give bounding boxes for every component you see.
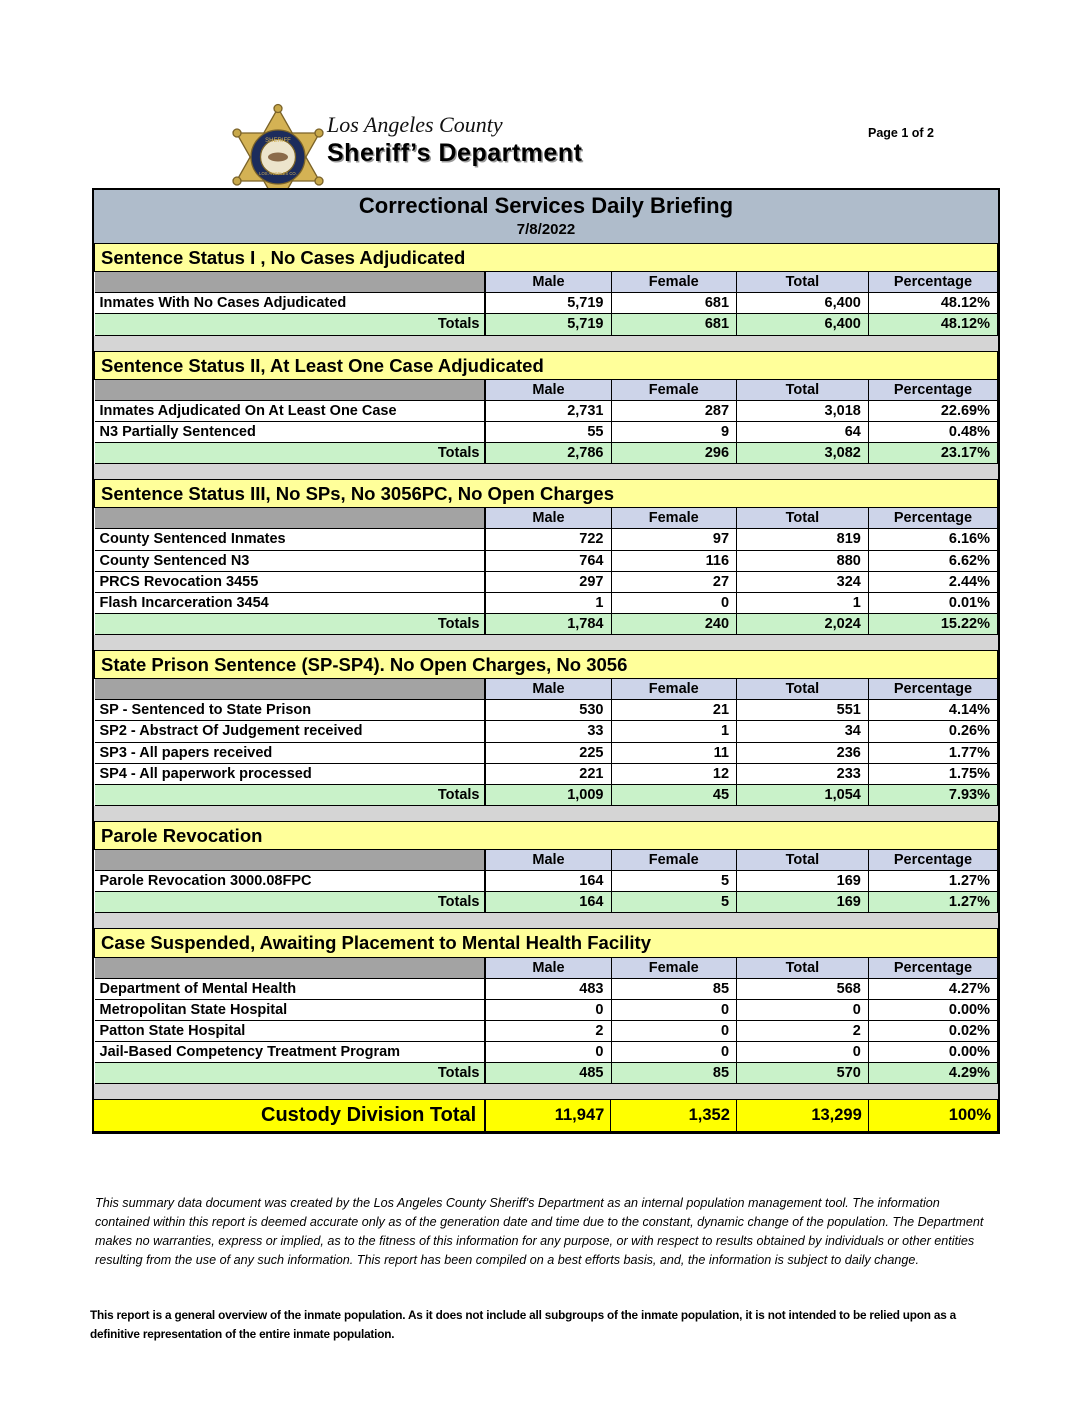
section-title: Sentence Status I , No Cases Adjudicated [95,244,998,272]
cell-female: 97 [611,529,737,550]
report-title: Correctional Services Daily Briefing [358,193,734,218]
table-row [95,978,998,999]
cell-male: 1 [485,592,611,613]
table-row [95,1042,998,1063]
cell-percentage: 0.26% [868,721,997,742]
totals-female: 85 [611,1063,737,1084]
cell-total: 233 [737,763,869,784]
cell-female: 85 [611,978,737,999]
cell-total: 568 [737,978,869,999]
totals-row [95,443,998,464]
cell-female: 287 [611,400,737,421]
section-gap [94,635,998,650]
row-label: Metropolitan State Hospital [95,999,486,1020]
column-header-row [95,379,998,400]
column-header-total: Total [737,850,869,871]
column-header-total: Total [737,272,869,293]
totals-male: 2,786 [485,443,611,464]
section-table [94,928,998,1084]
grand-total-row [94,1099,998,1132]
grand-total-total: 13,299 [736,1100,868,1132]
column-header-female: Female [611,957,737,978]
totals-male: 5,719 [485,314,611,335]
totals-row [95,314,998,335]
cell-male: 530 [485,700,611,721]
table-row [95,529,998,550]
column-header-percentage: Percentage [868,679,997,700]
table-row [95,999,998,1020]
cell-total: 0 [737,999,869,1020]
totals-female: 45 [611,784,737,805]
cell-female: 0 [611,999,737,1020]
section-title: Case Suspended, Awaiting Placement to Mental Health Facility [95,929,998,957]
row-label: Inmates Adjudicated On At Least One Case [95,400,486,421]
cell-total: 3,018 [737,400,869,421]
totals-row [95,1063,998,1084]
row-label: Inmates With No Cases Adjudicated [95,293,486,314]
totals-female: 296 [611,443,737,464]
cell-percentage: 0.02% [868,1020,997,1041]
cell-total: 551 [737,700,869,721]
column-header-female: Female [611,272,737,293]
cell-female: 12 [611,763,737,784]
totals-male: 164 [485,892,611,913]
totals-percentage: 15.22% [868,613,997,634]
sections-container [94,243,998,1099]
overview-note-text: This report is a general overview of the inmate population. As it does not include all subgroups of the inmate population, it is not intended to be relied upon as a definitive representation of the entire inmate population. [90,1308,957,1341]
section-table [94,650,998,806]
cell-percentage: 48.12% [868,293,997,314]
cell-total: 880 [737,550,869,571]
corner-cell [95,379,486,400]
totals-total: 3,082 [737,443,869,464]
row-label: SP4 - All paperwork processed [95,763,486,784]
cell-female: 27 [611,571,737,592]
cell-total: 236 [737,742,869,763]
row-label: Department of Mental Health [95,978,486,999]
row-label: SP - Sentenced to State Prison [95,700,486,721]
report-date: 7/8/2022 [516,221,576,238]
column-header-male: Male [485,508,611,529]
cell-total: 34 [737,721,869,742]
corner-cell [95,272,486,293]
svg-text:SHERIFF: SHERIFF [265,138,291,144]
totals-total: 6,400 [737,314,869,335]
column-header-male: Male [485,379,611,400]
disclaimer-text: This summary data document was created by the Los Angeles County Sheriff's Department as an internal population management tool. The information contained within this report is deemed accurate only as of the generation date and time due to the constant, dynamic change of the population. The Department makes no warranties, express or implied, as to the fitness of this information for any purpose, or with respect to results obtained by individuals or other entities resulting from the use of any such information. This report has been compiled on a best efforts basis, and, the information is subject to daily change. [95,1196,984,1268]
totals-total: 169 [737,892,869,913]
column-header-percentage: Percentage [868,379,997,400]
corner-cell [95,508,486,529]
totals-female: 240 [611,613,737,634]
cell-female: 11 [611,742,737,763]
section-title-row [95,929,998,957]
svg-text:LOS ANGELES CO.: LOS ANGELES CO. [259,171,297,176]
totals-label: Totals [95,1063,486,1084]
section-table [94,243,998,336]
cell-male: 225 [485,742,611,763]
section-table [94,351,998,465]
cell-percentage: 6.62% [868,550,997,571]
column-header-male: Male [485,957,611,978]
column-header-row [95,850,998,871]
totals-female: 5 [611,892,737,913]
cell-female: 9 [611,421,737,442]
cell-percentage: 22.69% [868,400,997,421]
cell-percentage: 1.75% [868,763,997,784]
table-row [95,571,998,592]
cell-total: 0 [737,1042,869,1063]
grand-total-female: 1,352 [611,1100,737,1132]
cell-male: 764 [485,550,611,571]
department-name: Sheriff’s Department [327,139,583,167]
column-header-total: Total [737,508,869,529]
row-label: SP3 - All papers received [95,742,486,763]
cell-total: 324 [737,571,869,592]
column-header-female: Female [611,379,737,400]
section-table [94,479,998,635]
cell-female: 0 [611,1042,737,1063]
column-header-male: Male [485,679,611,700]
section-title: Sentence Status III, No SPs, No 3056PC, No Open Charges [95,480,998,508]
totals-label: Totals [95,784,486,805]
cell-female: 116 [611,550,737,571]
section-title-row [95,821,998,849]
table-row [95,421,998,442]
cell-male: 221 [485,763,611,784]
column-header-total: Total [737,379,869,400]
county-name: Los Angeles County [327,112,503,137]
row-label: SP2 - Abstract Of Judgement received [95,721,486,742]
totals-male: 1,009 [485,784,611,805]
column-header-percentage: Percentage [868,957,997,978]
section-gap [94,913,998,928]
table-row [95,700,998,721]
column-header-row [95,679,998,700]
cell-male: 722 [485,529,611,550]
totals-row [95,892,998,913]
totals-row [95,784,998,805]
section-gap [94,336,998,351]
column-header-percentage: Percentage [868,850,997,871]
column-header-female: Female [611,850,737,871]
table-row [95,763,998,784]
row-label: County Sentenced N3 [95,550,486,571]
cell-male: 5,719 [485,293,611,314]
corner-cell [95,679,486,700]
column-header-row [95,957,998,978]
report-table [92,188,1000,1134]
totals-percentage: 23.17% [868,443,997,464]
totals-percentage: 7.93% [868,784,997,805]
table-row [95,293,998,314]
row-label: Flash Incarceration 3454 [95,592,486,613]
row-label: N3 Partially Sentenced [95,421,486,442]
cell-percentage: 1.27% [868,871,997,892]
corner-cell [95,850,486,871]
cell-total: 64 [737,421,869,442]
cell-male: 2 [485,1020,611,1041]
totals-row [95,613,998,634]
table-row [95,592,998,613]
cell-male: 2,731 [485,400,611,421]
section-title-row [95,480,998,508]
table-row [95,400,998,421]
cell-percentage: 1.77% [868,742,997,763]
cell-male: 164 [485,871,611,892]
column-header-total: Total [737,679,869,700]
totals-female: 681 [611,314,737,335]
totals-male: 1,784 [485,613,611,634]
row-label: Jail-Based Competency Treatment Program [95,1042,486,1063]
column-header-percentage: Percentage [868,272,997,293]
cell-total: 169 [737,871,869,892]
table-row [95,1020,998,1041]
column-header-row [95,272,998,293]
cell-percentage: 0.48% [868,421,997,442]
cell-male: 297 [485,571,611,592]
column-header-male: Male [485,272,611,293]
page-number: Page 1 of 2 [868,126,934,140]
department-wordmark [327,112,582,168]
section-table [94,821,998,914]
section-title: Sentence Status II, At Least One Case Adjudicated [95,351,998,379]
section-gap [94,1084,998,1099]
row-label: Patton State Hospital [95,1020,486,1041]
section-gap [94,806,998,821]
cell-male: 33 [485,721,611,742]
report-title-bar [94,190,998,243]
section-title: Parole Revocation [95,821,998,849]
cell-percentage: 2.44% [868,571,997,592]
table-row [95,742,998,763]
table-row [95,871,998,892]
cell-female: 0 [611,1020,737,1041]
column-header-female: Female [611,508,737,529]
cell-total: 2 [737,1020,869,1041]
cell-male: 483 [485,978,611,999]
totals-total: 570 [737,1063,869,1084]
column-header-row [95,508,998,529]
cell-female: 0 [611,592,737,613]
corner-cell [95,957,486,978]
totals-label: Totals [95,613,486,634]
cell-male: 0 [485,1042,611,1063]
table-row [95,550,998,571]
grand-total-male: 11,947 [485,1100,611,1132]
totals-label: Totals [95,892,486,913]
section-title-row [95,351,998,379]
grand-total-label: Custody Division Total [94,1100,485,1132]
table-row [95,721,998,742]
cell-male: 55 [485,421,611,442]
totals-percentage: 48.12% [868,314,997,335]
row-label: Parole Revocation 3000.08FPC [95,871,486,892]
column-header-percentage: Percentage [868,508,997,529]
cell-total: 6,400 [737,293,869,314]
cell-percentage: 4.27% [868,978,997,999]
cell-total: 819 [737,529,869,550]
section-title-row [95,244,998,272]
totals-total: 1,054 [737,784,869,805]
cell-total: 1 [737,592,869,613]
cell-percentage: 4.14% [868,700,997,721]
cell-male: 0 [485,999,611,1020]
section-gap [94,464,998,479]
totals-label: Totals [95,443,486,464]
cell-percentage: 0.01% [868,592,997,613]
cell-female: 21 [611,700,737,721]
totals-total: 2,024 [737,613,869,634]
cell-female: 681 [611,293,737,314]
totals-label: Totals [95,314,486,335]
totals-percentage: 4.29% [868,1063,997,1084]
totals-male: 485 [485,1063,611,1084]
column-header-male: Male [485,850,611,871]
cell-female: 5 [611,871,737,892]
grand-total-percentage: 100% [868,1100,997,1132]
totals-percentage: 1.27% [868,892,997,913]
column-header-total: Total [737,957,869,978]
cell-percentage: 6.16% [868,529,997,550]
cell-percentage: 0.00% [868,999,997,1020]
row-label: PRCS Revocation 3455 [95,571,486,592]
section-title: State Prison Sentence (SP-SP4). No Open Charges, No 3056 [95,651,998,679]
section-title-row [95,651,998,679]
cell-percentage: 0.00% [868,1042,997,1063]
row-label: County Sentenced Inmates [95,529,486,550]
column-header-female: Female [611,679,737,700]
cell-female: 1 [611,721,737,742]
